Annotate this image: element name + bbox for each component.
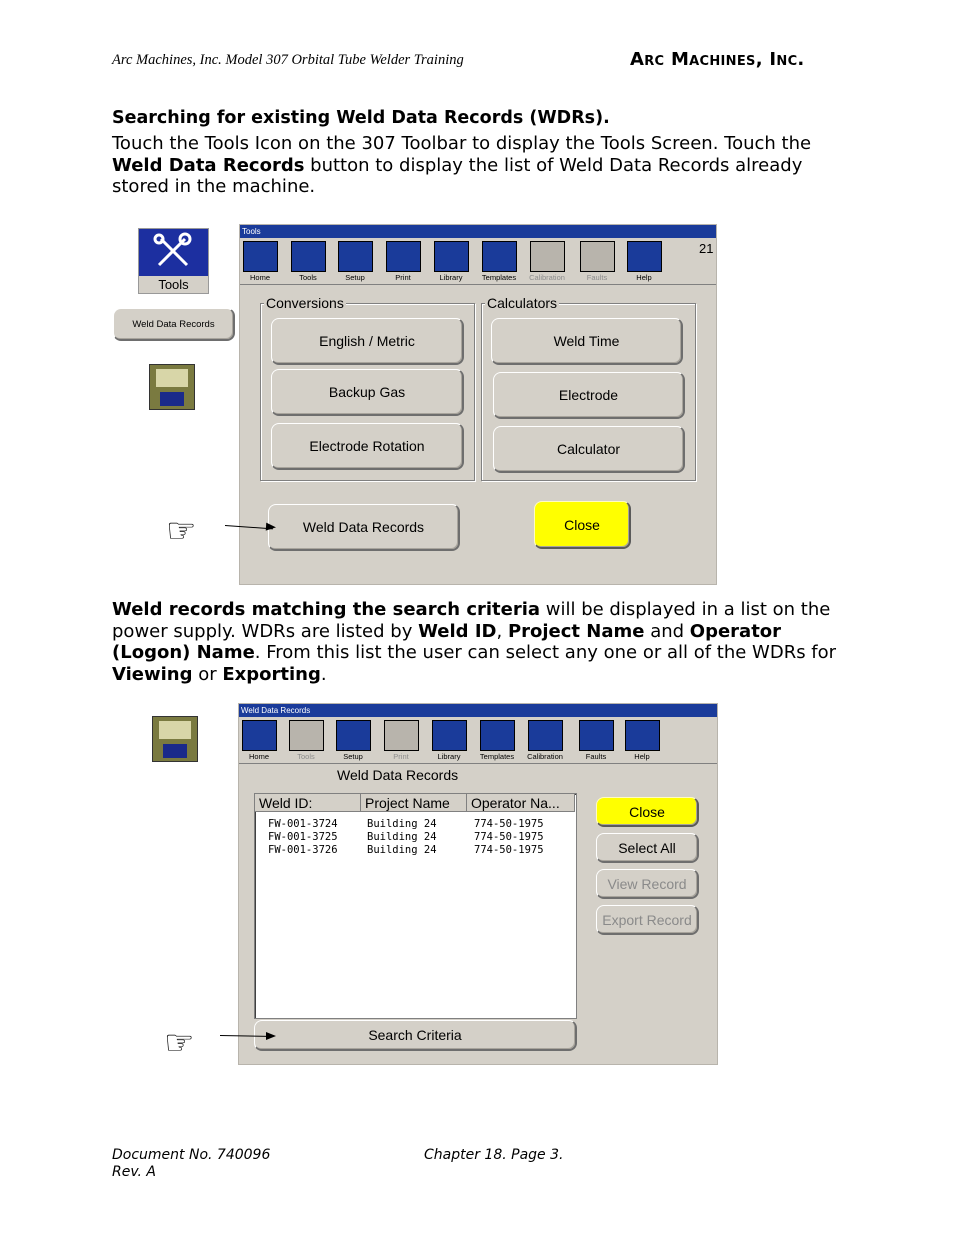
setup-toolbar-label: Setup <box>343 752 363 761</box>
wdr-titlebar: Weld Data Records <box>239 704 717 717</box>
floppy-disk-icon <box>149 364 195 410</box>
electrode-rotation-button[interactable]: Electrode Rotation <box>271 423 464 470</box>
arrowhead-icon-2 <box>266 1032 276 1040</box>
help-toolbar-icon[interactable] <box>625 720 660 751</box>
faults-toolbar-icon[interactable] <box>580 241 615 272</box>
table-cell[interactable]: FW-001-3724 <box>268 818 338 830</box>
tools-icon-tile <box>138 228 209 294</box>
weld-time-button[interactable]: Weld Time <box>491 318 683 365</box>
export-record-button[interactable]: Export Record <box>596 905 699 935</box>
footer-revision: Rev. A <box>112 1164 156 1180</box>
company-logo-text: Arc Machines, Inc. <box>630 49 805 70</box>
home-toolbar-label: Home <box>248 752 269 761</box>
home-toolbar-icon[interactable] <box>242 720 277 751</box>
close-button[interactable]: Close <box>534 501 631 549</box>
templates-toolbar-label: Templates <box>479 752 515 761</box>
table-cell[interactable]: FW-001-3726 <box>268 844 338 856</box>
table-cell[interactable]: 774-50-1975 <box>474 844 544 856</box>
floppy-disk-icon-2 <box>152 716 198 762</box>
column-operator-name[interactable]: Operator Na... <box>467 794 575 812</box>
footer-chapter-page: Chapter 18. Page 3. <box>424 1147 564 1163</box>
print-toolbar-icon[interactable] <box>386 241 421 272</box>
english-metric-button[interactable]: English / Metric <box>271 318 464 365</box>
paragraph-2: Weld records matching the search criteria will be displayed in a list on the power supply. WDRs are listed by Weld ID, Project Name and Operator (Logon) Name. From this list the user can select any one or all of the WDRs for Viewing or Exporting. <box>112 599 837 685</box>
faults-toolbar-icon[interactable] <box>579 720 614 751</box>
help-toolbar-label: Help <box>636 273 652 282</box>
tools-screen <box>239 224 717 585</box>
wdr-heading: Weld Data Records <box>337 767 459 783</box>
home-toolbar-label: Home <box>249 273 270 282</box>
tools-toolbar-icon[interactable] <box>289 720 324 751</box>
calculators-label: Calculators <box>487 295 558 311</box>
setup-toolbar-icon[interactable] <box>336 720 371 751</box>
table-cell[interactable]: Building 24 <box>367 844 437 856</box>
tools-icon-label: Tools <box>158 277 189 292</box>
arrowhead-icon <box>266 523 277 532</box>
close-button-wdr[interactable]: Close <box>596 797 699 827</box>
column-project-name[interactable]: Project Name <box>361 794 467 812</box>
templates-toolbar-label: Templates <box>481 273 517 282</box>
calibration-toolbar-label: Calibration <box>529 273 565 282</box>
paragraph-1: Touch the Tools Icon on the 307 Toolbar to display the Tools Screen. Touch the Weld Data Records button to display the list of Weld Data Records already stored in the machine. <box>112 133 812 198</box>
library-toolbar-icon[interactable] <box>434 241 469 272</box>
calibration-toolbar-label: Calibration <box>527 752 563 761</box>
weld-data-records-button[interactable]: Weld Data Records <box>268 504 460 551</box>
tools-toolbar-label: Tools <box>297 752 315 761</box>
running-header: Arc Machines, Inc. Model 307 Orbital Tube Welder Training <box>112 52 464 68</box>
backup-gas-button[interactable]: Backup Gas <box>271 369 464 416</box>
table-cell[interactable]: 774-50-1975 <box>474 818 544 830</box>
search-criteria-button[interactable]: Search Criteria <box>254 1020 577 1051</box>
footer-document-number: Document No. 740096 <box>112 1147 271 1163</box>
table-cell[interactable]: Building 24 <box>367 818 437 830</box>
help-toolbar-label: Help <box>634 752 650 761</box>
calculator-button[interactable]: Calculator <box>493 426 685 473</box>
conversions-label: Conversions <box>266 295 344 311</box>
pointing-hand-icon: ☞ <box>166 511 197 551</box>
table-cell[interactable]: FW-001-3725 <box>268 831 338 843</box>
table-cell[interactable]: Building 24 <box>367 831 437 843</box>
toolbar-divider <box>240 284 716 285</box>
toolbar-divider <box>239 763 717 764</box>
setup-toolbar-label: Setup <box>345 273 365 282</box>
tools-toolbar-label: Tools <box>299 273 317 282</box>
column-weld-id[interactable]: Weld ID: <box>255 794 361 812</box>
calibration-toolbar-icon[interactable] <box>528 720 563 751</box>
library-toolbar-label: Library <box>439 273 463 282</box>
select-all-button[interactable]: Select All <box>596 833 699 863</box>
templates-toolbar-icon[interactable] <box>482 241 517 272</box>
weld-data-records-button-sample[interactable]: Weld Data Records <box>113 308 235 341</box>
print-toolbar-label: Print <box>393 752 409 761</box>
print-toolbar-icon[interactable] <box>384 720 419 751</box>
setup-toolbar-icon[interactable] <box>338 241 373 272</box>
tools-titlebar: Tools <box>240 225 716 238</box>
weld-data-records-screen <box>238 703 718 1065</box>
home-toolbar-icon[interactable] <box>243 241 278 272</box>
library-toolbar-icon[interactable] <box>432 720 467 751</box>
view-record-button[interactable]: View Record <box>596 869 699 899</box>
electrode-button[interactable]: Electrode <box>493 372 685 419</box>
section-heading: Searching for existing Weld Data Records (WDRs). <box>112 108 610 128</box>
help-toolbar-icon[interactable] <box>627 241 662 272</box>
tools-icon <box>139 229 208 276</box>
page-counter: 21 <box>699 241 714 256</box>
faults-toolbar-label: Faults <box>585 752 607 761</box>
library-toolbar-label: Library <box>437 752 461 761</box>
templates-toolbar-icon[interactable] <box>480 720 515 751</box>
tools-toolbar-icon[interactable] <box>291 241 326 272</box>
pointing-hand-icon-2: ☞ <box>164 1023 195 1063</box>
wdr-list[interactable] <box>254 793 577 1019</box>
print-toolbar-label: Print <box>395 273 411 282</box>
table-cell[interactable]: 774-50-1975 <box>474 831 544 843</box>
faults-toolbar-label: Faults <box>586 273 608 282</box>
calibration-toolbar-icon[interactable] <box>530 241 565 272</box>
